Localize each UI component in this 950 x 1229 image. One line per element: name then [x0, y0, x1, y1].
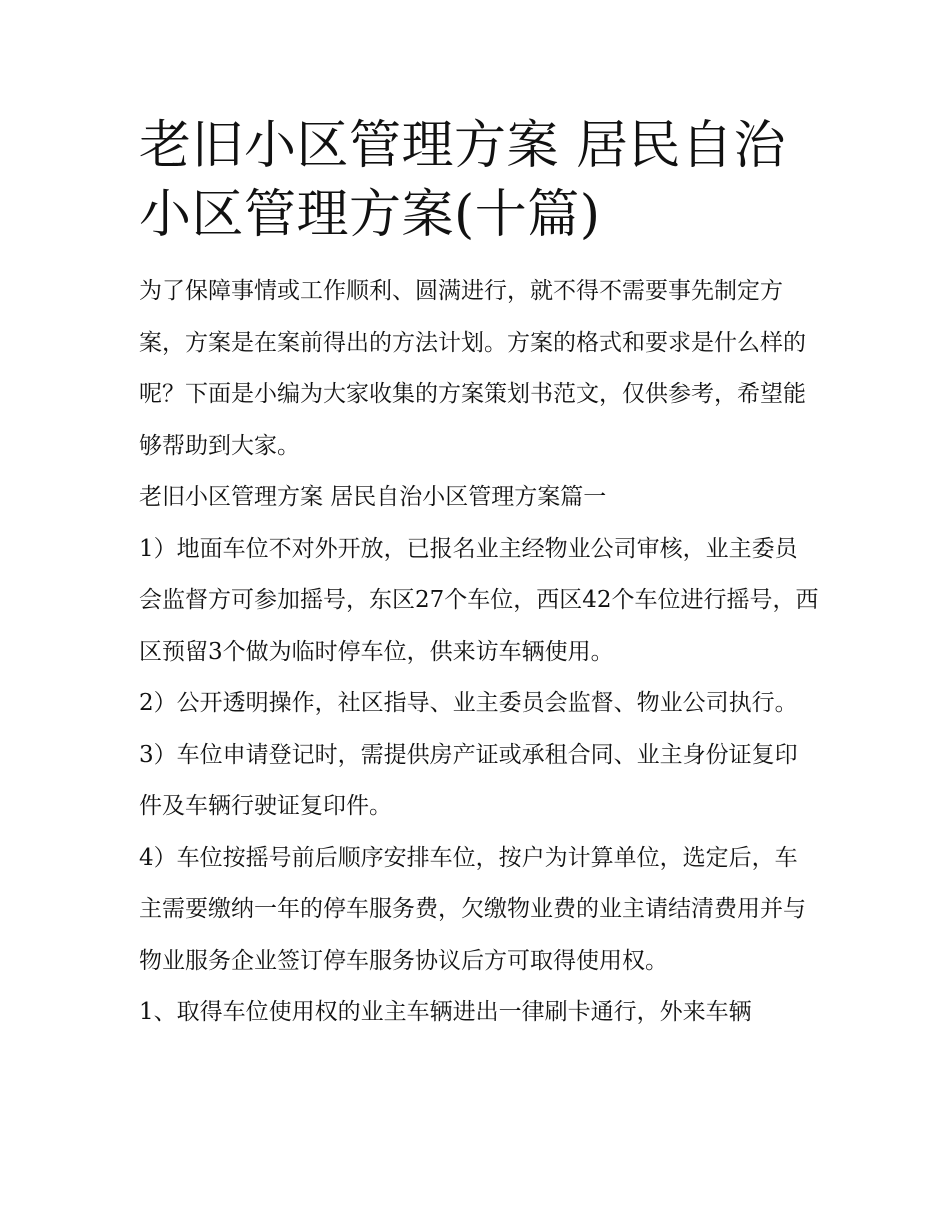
rule-item-1: 1、取得车位使用权的业主车辆进出一律刷卡通行，外来车辆: [139, 999, 752, 1025]
document-body: [139, 112, 819, 1039]
list-item-2-3: 2）公开透明操作，社区指导、业主委员会监督、物业公司执行。 3）车位申请登记时，需提供房产证或承租合同、业主身份证复印件及车辆行驶证复印件。: [139, 690, 798, 819]
intro-paragraph: 为了保障事情或工作顺利、圆满进行，就不得不需要事先制定方案，方案是在案前得出的方法计划。方案的格式和要求是什么样的呢？下面是小编为大家收集的方案策划书范文，仅供参考，希望能够帮助到大家。: [139, 278, 806, 459]
list-item-4: 4）车位按摇号前后顺序安排车位，按户为计算单位，选定后，车主需要缴纳一年的停车服务费，欠缴物业费的业主请结清费用并与物业服务企业签订停车服务协议后方可取得使用权。: [139, 844, 806, 974]
list-item-1: 1）地面车位不对外开放，已报名业主经物业公司审核，业主委员会监督方可参加摇号，东区27个车位，西区42个车位进行摇号，西区预留3个做为临时停车位，供来访车辆使用。: [139, 535, 819, 665]
document-title: 老旧小区管理方案 居民自治小区管理方案(十篇): [139, 116, 787, 245]
section-heading: 老旧小区管理方案 居民自治小区管理方案篇一: [139, 484, 607, 510]
